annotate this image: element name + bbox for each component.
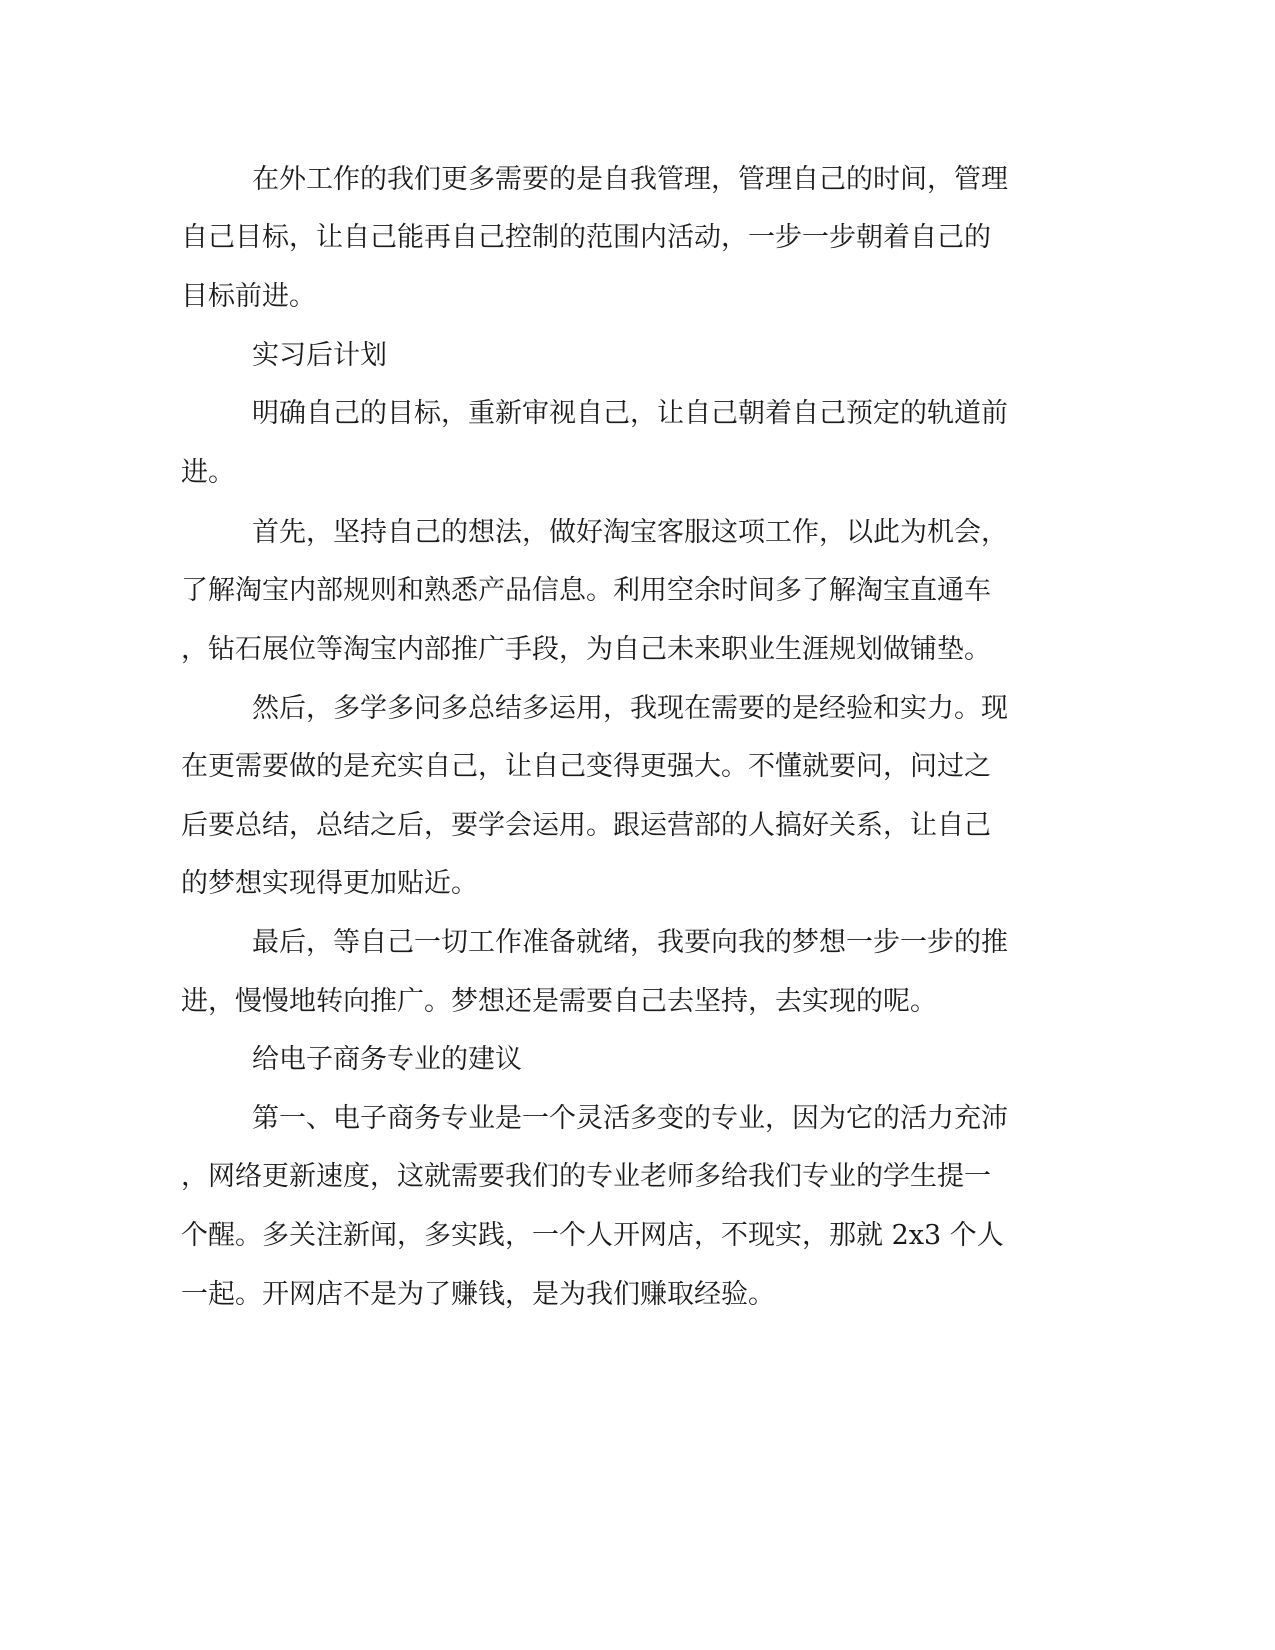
- text-line-20-content: 一起。开网店不是为了赚钱，是为我们赚取经验。: [181, 1279, 775, 1310]
- text-line-17-content: 第一、电子商务专业是一个灵活多变的专业，因为它的活力充沛: [252, 1103, 1008, 1134]
- section-heading-plan: [0, 336, 1275, 376]
- text-line-18-content: ，网络更新速度，这就需要我们的专业老师多给我们专业的学生提一: [181, 1161, 991, 1192]
- text-line-6-content: 进。: [181, 457, 235, 488]
- text-line-12-content: 后要总结，总结之后，要学会运用。跟运营部的人搞好关系，让自己: [181, 810, 991, 841]
- text-line-14: [0, 923, 1275, 963]
- text-line-5: [0, 394, 1275, 434]
- text-line-7: [0, 513, 1275, 553]
- section-heading-suggestions-content: 给电子商务专业的建议: [252, 1044, 522, 1075]
- text-line-2-content: 自己目标，让自己能再自己控制的范围内活动，一步一步朝着自己的: [181, 222, 991, 253]
- text-line-20: [0, 1275, 1275, 1315]
- text-line-19-content: 个醒。多关注新闻，多实践，一个人开网店，不现实，那就 2x3 个人: [181, 1220, 1004, 1251]
- text-line-13-content: 的梦想实现得更加贴近。: [181, 868, 478, 899]
- text-line-12: [0, 806, 1275, 846]
- text-line-1: [0, 160, 1275, 200]
- text-line-11: [0, 747, 1275, 787]
- text-line-10-content: 然后，多学多问多总结多运用，我现在需要的是经验和实力。现: [252, 693, 1008, 724]
- text-line-15-content: 进，慢慢地转向推广。梦想还是需要自己去坚持，去实现的呢。: [181, 986, 937, 1017]
- text-line-11-content: 在更需要做的是充实自己，让自己变得更强大。不懂就要问，问过之: [181, 751, 991, 782]
- text-line-5-content: 明确自己的目标，重新审视自己，让自己朝着自己预定的轨道前: [252, 398, 1008, 429]
- text-line-7-content: 首先，坚持自己的想法，做好淘宝客服这项工作，以此为机会，: [252, 517, 1008, 548]
- text-line-15: [0, 982, 1275, 1022]
- text-line-2: [0, 218, 1275, 258]
- text-line-14-content: 最后，等自己一切工作准备就绪，我要向我的梦想一步一步的推: [252, 927, 1008, 958]
- text-line-8: [0, 571, 1275, 611]
- text-line-6: [0, 453, 1275, 493]
- section-heading-suggestions: [0, 1040, 1275, 1080]
- text-line-3: [0, 277, 1275, 317]
- text-line-18: [0, 1157, 1275, 1197]
- text-line-9-content: ，钻石展位等淘宝内部推广手段，为自己未来职业生涯规划做铺垫。: [181, 634, 991, 665]
- text-line-9: [0, 630, 1275, 670]
- text-line-8-content: 了解淘宝内部规则和熟悉产品信息。利用空余时间多了解淘宝直通车: [181, 575, 991, 606]
- section-heading-plan-content: 实习后计划: [252, 340, 387, 371]
- text-line-19: [0, 1216, 1275, 1256]
- text-line-1-content: 在外工作的我们更多需要的是自我管理，管理自己的时间，管理: [252, 164, 1008, 195]
- text-line-10: [0, 689, 1275, 729]
- text-line-17: [0, 1099, 1275, 1139]
- text-line-3-content: 目标前进。: [181, 281, 316, 312]
- text-line-13: [0, 864, 1275, 904]
